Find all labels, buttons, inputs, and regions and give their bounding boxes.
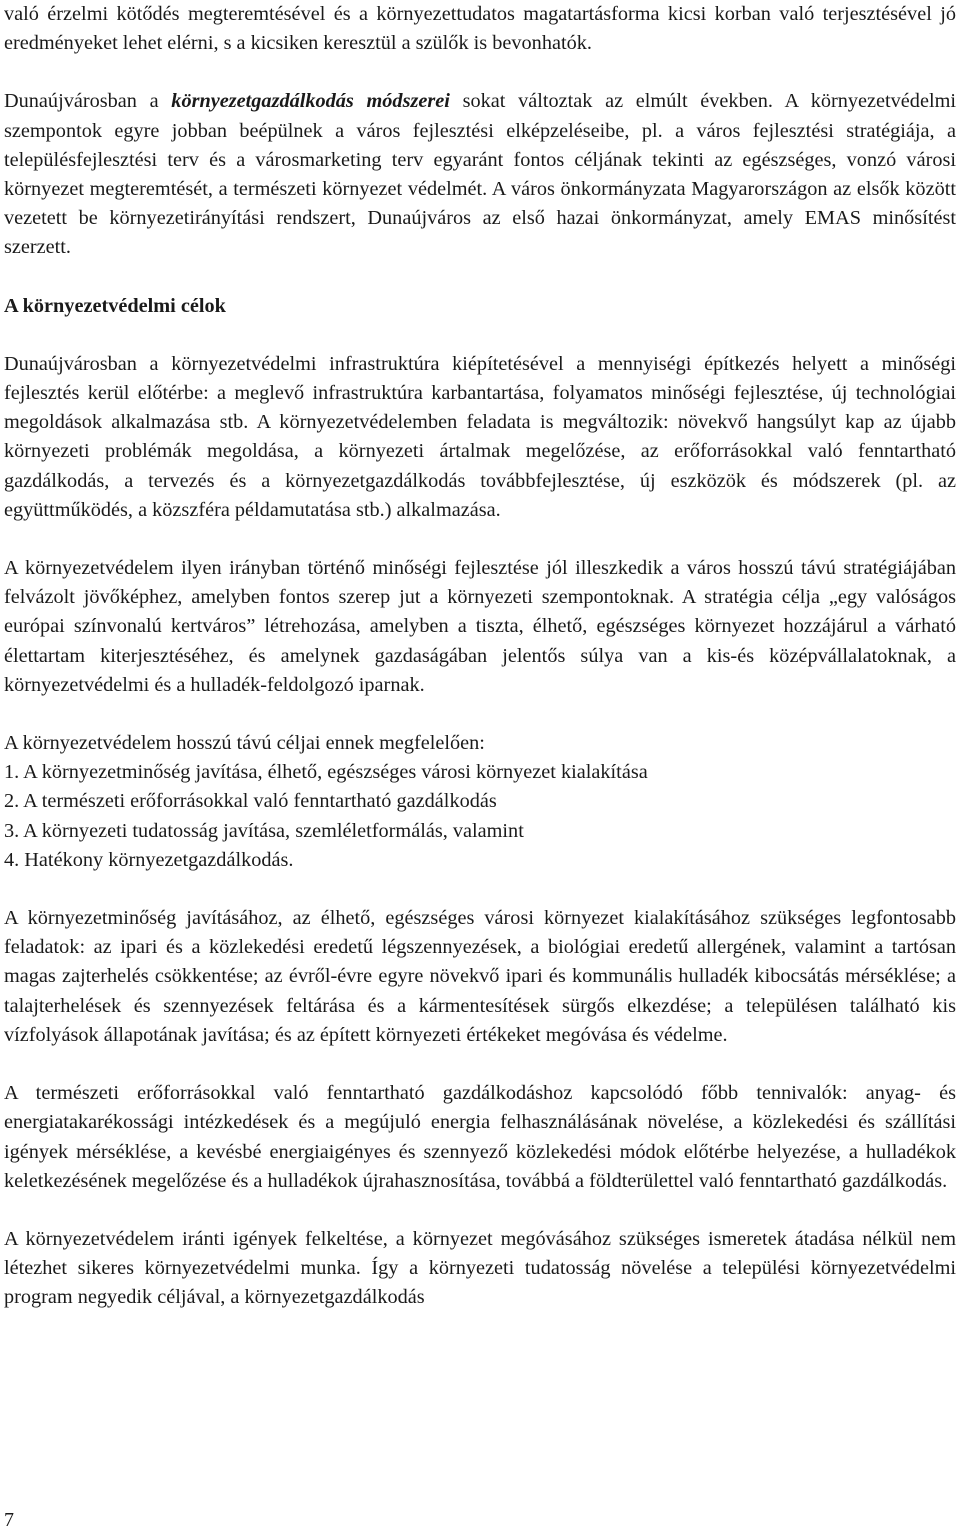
- resources-paragraph: A természeti erőforrásokkal való fenntartható gazdálkodáshoz kapcsolódó főbb tennivalók: anyag- és energiatakarékossági intézkedések és a megújuló energia felhasználásának növelése, a közlekedési és szállítási igények mérséklése, a kevésbé energiaigényes és szennyező közlekedési módok előtérbe helyezése, a hulladékok keletkezésének megelőzése és a hulladékok újrahasznosítása, továbbá a földterülettel való fenntartható gazdálkodás.: [4, 1082, 956, 1192]
- methods-emphasis: környezetgazdálkodás módszerei: [171, 90, 450, 113]
- awareness-paragraph: A környezetvédelem iránti igények felkeltése, a környezet megóvásához szükséges ismeretek átadása nélkül nem létezhet sikeres környezetvédelmi munka. Így a környezeti tudatosság növelése a települési környezetvédelmi program negyedik céljával, a környezetgazdálkodás: [4, 1227, 956, 1309]
- infrastructure-paragraph: Dunaújvárosban a környezetvédelmi infrastruktúra kiépítetésével a mennyiségi építkezés helyett a minőségi fejlesztés kerül előtérbe: a meglevő infrastruktúra karbantartása, folyamatos minőségi fejlesztése, új technológiai megoldások alkalmazása stb. A környezetvédelemben feladata is megváltozik: növekvő hangsúlyt kap az újabb környezeti problémák megoldása, a környezeti ártalmak megelőzése, az erőforrásokkal való fenntartható gazdálkodás, a tervezés és a környezetgazdálkodás továbbfejlesztése, új eszközök és módszerek (pl. az együttműködés, a közszféra példamutatása stb.) alkalmazása.: [4, 352, 956, 521]
- methods-text-start: Dunaújvárosban a: [4, 90, 172, 113]
- intro-paragraph: való érzelmi kötődés megteremtésével és a környezettudatos magatartásforma kicsi korban való terjesztésével jó eredményeket lehet elérni, s a kicsiken keresztül a szülők is bevonhatók.: [4, 3, 956, 55]
- section-heading: A környezetvédelmi célok: [4, 294, 226, 317]
- strategy-paragraph: A környezetvédelem ilyen irányban történő minőségi fejlesztése jól illeszkedik a város hosszú távú stratégiájában felvázolt jövőképhez, amelyben fontos szerep jut a környezeti szempontoknak. A stratégia célja „egy valóságos európai színvonalú kertváros” létrehozása, amelyben a tiszta, élhető, egészséges környezet hozzájárul a várható élettartam kiterjesztéséhez, és amelynek gazdaságában jelentős súlya van a kis-és középvállalatoknak, a környezetvédelmi és a hulladék-feldolgozó iparnak.: [4, 557, 956, 696]
- goal-item: 1. A környezetminőség javítása, élhető, egészséges városi környezet kialakítása: [4, 761, 648, 784]
- goal-item: 3. A környezeti tudatosság javítása, szemléletformálás, valamint: [4, 819, 524, 842]
- goal-item: 2. A természeti erőforrásokkal való fenntartható gazdálkodás: [4, 790, 497, 813]
- goal-item: 4. Hatékony környezetgazdálkodás.: [4, 848, 294, 871]
- page-number: 7: [4, 1509, 14, 1531]
- methods-text-end: sokat változtak az elmúlt években. A környezetvédelmi szempontok egyre jobban beépülnek a város fejlesztési elképzeléseibe, pl. a város fejlesztési stratégiája, a településfejlesztési terv és a városmarketing terv egyaránt fontos céljának tekinti az egészséges, vonzó városi környezet megteremtését, a természeti környezet védelmét. A város önkormányzata Magyarországon az elsők között vezetett be környezetirányítási rendszert, Dunaújváros az első hazai önkormányzat, amely EMAS minősítést szerzett.: [4, 90, 956, 259]
- document-page: [4, 0, 956, 1313]
- goals-lead: A környezetvédelem hosszú távú céljai ennek megfelelően:: [4, 732, 485, 755]
- quality-paragraph: A környezetminőség javításához, az élhető, egészséges városi környezet kialakításához szükséges legfontosabb feladatok: az ipari és a közlekedési eredetű légszennyezések, a biológiai eredetű allergének, valamint a tartósan magas zajterhelés csökkentése; az évről-évre egyre növekvő ipari és kommunális hulladék kibocsátás mérséklése; a talajterhelések és szennyezések feltárása és a kármentesítések sürgős elkezdése; a településen található kis vízfolyások állapotának javítása; és az épített környezeti értékeket megóvása és védelme.: [4, 907, 956, 1046]
- methods-paragraph: [4, 87, 956, 262]
- goals-list: [4, 758, 956, 875]
